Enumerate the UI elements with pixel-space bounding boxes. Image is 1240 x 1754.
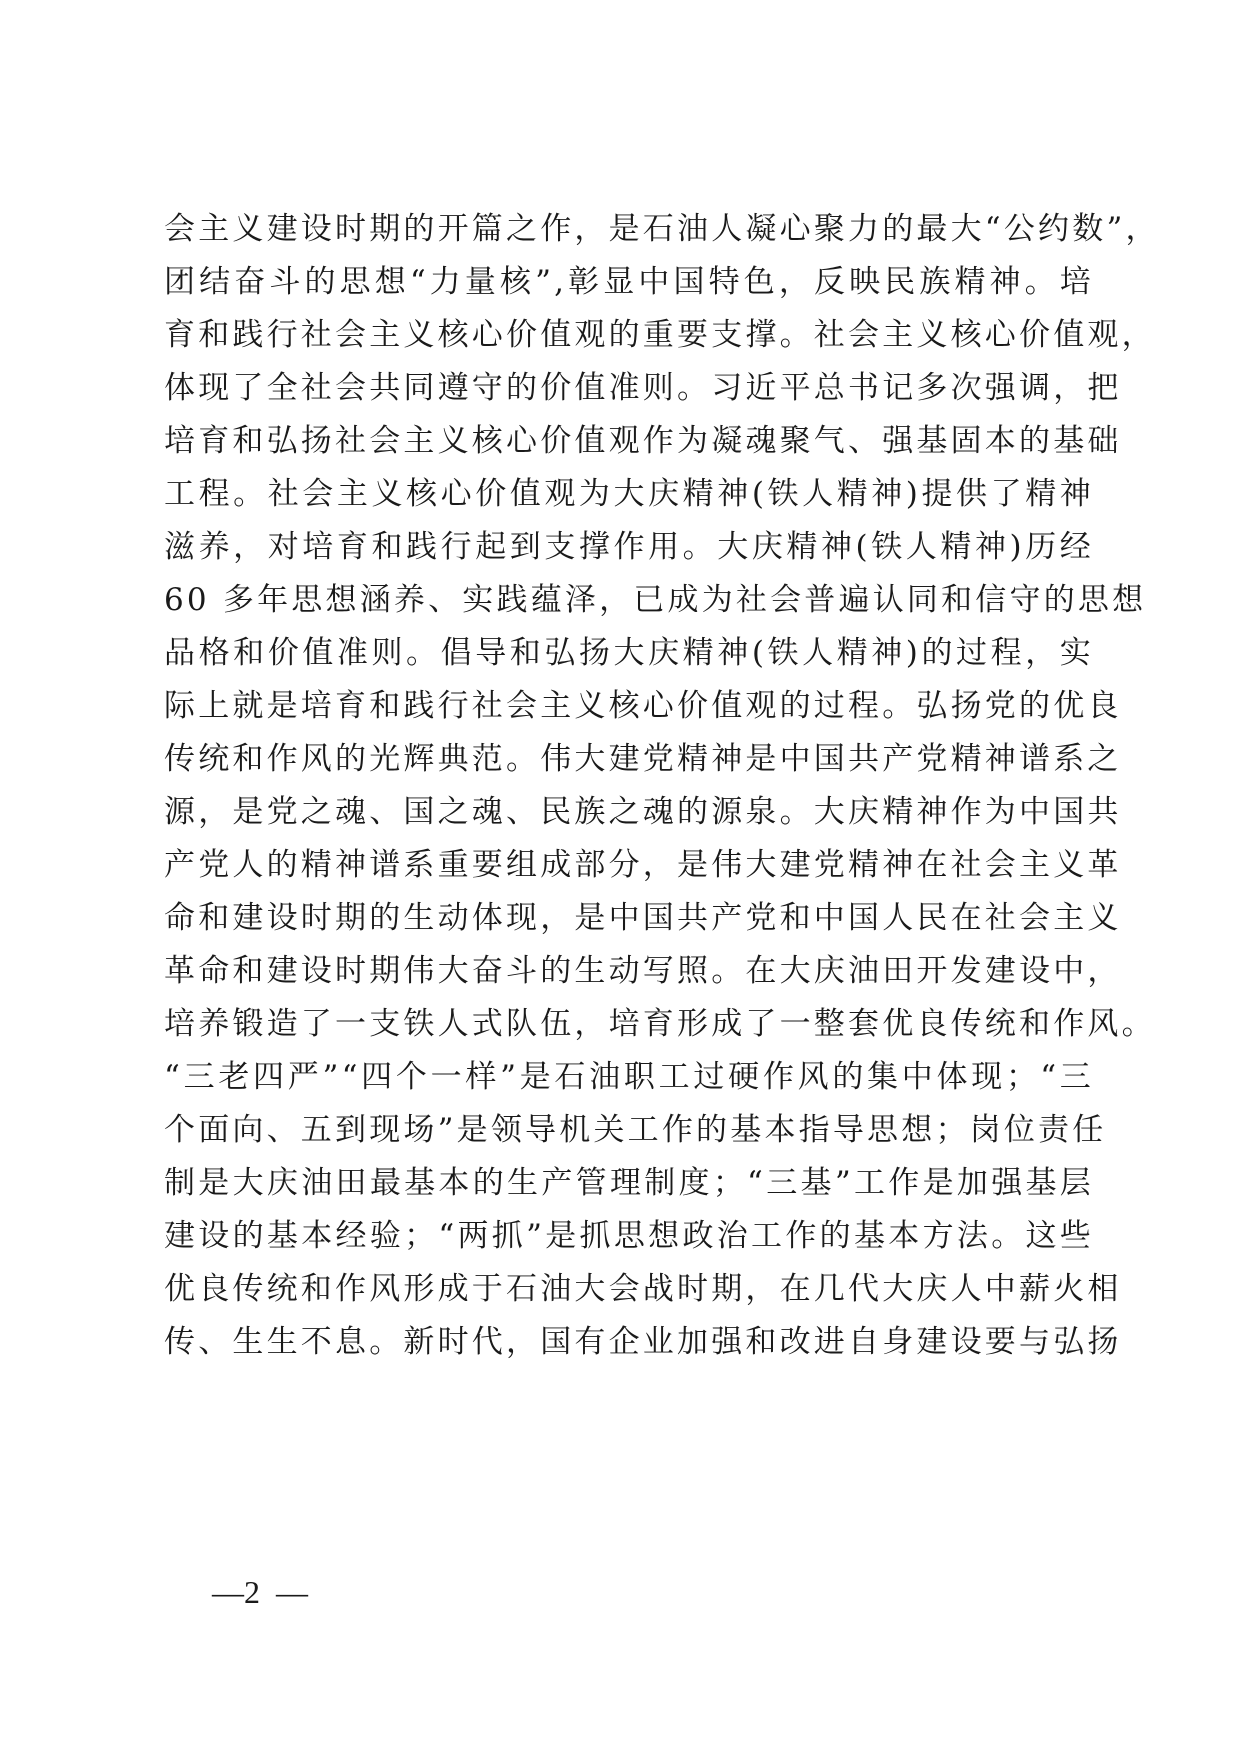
text-line: 团结奋斗的思想“力量核”,彰显中国特色，反映民族精神。培: [164, 264, 1094, 300]
text-line: 源，是党之魂、国之魂、民族之魂的源泉。大庆精神作为中国共: [164, 794, 1122, 830]
text-line: 滋养，对培育和践行起到支撑作用。大庆精神(铁人精神)历经: [164, 529, 1094, 565]
text-line: 会主义建设时期的开篇之作，是石油人凝心聚力的最大“公约数”，: [164, 211, 1160, 247]
text-line: 工程。社会主义核心价值观为大庆精神(铁人精神)提供了精神: [164, 476, 1094, 512]
text-line: 育和践行社会主义核心价值观的重要支撑。社会主义核心价值观，: [164, 317, 1156, 353]
text-line: “三老四严”“四个一样”是石油职工过硬作风的集中体现；“三: [164, 1059, 1094, 1095]
text-line: 建设的基本经验；“两抓”是抓思想政治工作的基本方法。这些: [164, 1218, 1094, 1254]
text-line: 命和建设时期的生动体现，是中国共产党和中国人民在社会主义: [164, 900, 1122, 936]
text-line: 制是大庆油田最基本的生产管理制度；“三基”工作是加强基层: [164, 1165, 1094, 1201]
page-number: —2 —: [212, 1574, 308, 1610]
text-line: 品格和价值准则。倡导和弘扬大庆精神(铁人精神)的过程，实: [164, 635, 1094, 671]
text-line: 体现了全社会共同遵守的价值准则。习近平总书记多次强调，把: [164, 370, 1122, 406]
text-line: 传统和作风的光辉典范。伟大建党精神是中国共产党精神谱系之: [164, 741, 1122, 777]
text-line: 个面向、五到现场”是领导机关工作的基本指导思想；岗位责任: [164, 1112, 1107, 1148]
text-line: 优良传统和作风形成于石油大会战时期，在几代大庆人中薪火相: [164, 1271, 1122, 1307]
text-line: 传、生生不息。新时代，国有企业加强和改进自身建设要与弘扬: [164, 1324, 1122, 1360]
text-line: 培育和弘扬社会主义核心价值观作为凝魂聚气、强基固本的基础: [164, 423, 1122, 459]
text-line: 产党人的精神谱系重要组成部分，是伟大建党精神在社会主义革: [164, 847, 1122, 883]
text-line: 际上就是培育和践行社会主义核心价值观的过程。弘扬党的优良: [164, 688, 1122, 724]
text-line: 革命和建设时期伟大奋斗的生动写照。在大庆油田开发建设中，: [164, 953, 1122, 989]
body-text: [164, 203, 1160, 1369]
text-line: 培养锻造了一支铁人式队伍，培育形成了一整套优良传统和作风。: [164, 1006, 1156, 1042]
text-line: 60 多年思想涵养、实践蕴泽，已成为社会普遍认同和信守的思想: [164, 582, 1147, 618]
